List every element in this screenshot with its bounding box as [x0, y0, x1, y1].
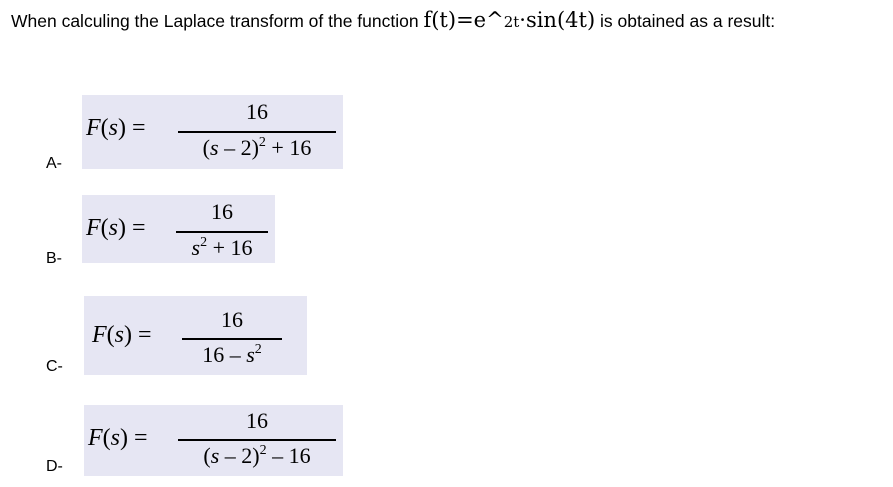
option-b-denominator: $s^2 + 16$ [191, 235, 253, 260]
option-d-denominator: (s – 2)$^2$ – 16 [203, 443, 311, 468]
option-a-numerator: 16 [246, 99, 268, 124]
option-c-numerator: 16 [221, 307, 243, 332]
function-base: f(t)=e^ [423, 8, 504, 32]
option-a-lhs: F(s) = [86, 115, 146, 141]
question-prefix: When calculing the Laplace transform of the function [11, 11, 424, 31]
option-d-label: D- [46, 458, 63, 475]
option-d-fraction-bar [178, 439, 336, 441]
option-b-numerator: 16 [211, 199, 233, 224]
function-rest: ·sin(4t) [519, 8, 596, 32]
option-c-formula[interactable] [84, 296, 307, 375]
option-b-lhs: F(s) = [86, 215, 146, 241]
option-d-lhs: F(s) = [88, 425, 148, 451]
option-a-label: A- [46, 155, 62, 172]
option-c-label: C- [46, 358, 63, 375]
option-b-label: B- [46, 250, 62, 267]
option-c-lhs: F(s) = [92, 322, 152, 348]
option-b-formula[interactable] [82, 195, 275, 263]
option-a-fraction-bar [178, 131, 336, 133]
question-text [11, 6, 891, 36]
option-d-numerator: 16 [246, 408, 268, 433]
option-c-denominator: $16 - s^2$ [202, 342, 262, 367]
function-exponent: 2t [503, 13, 520, 31]
option-c-fraction-bar [182, 338, 282, 340]
option-a-denominator: (s – 2)$^2$ + 16 [202, 135, 312, 160]
option-d-formula[interactable] [84, 405, 343, 476]
option-b-fraction-bar [176, 231, 268, 233]
option-a-formula[interactable] [82, 95, 343, 169]
question-suffix: is obtained as a result: [595, 11, 776, 31]
